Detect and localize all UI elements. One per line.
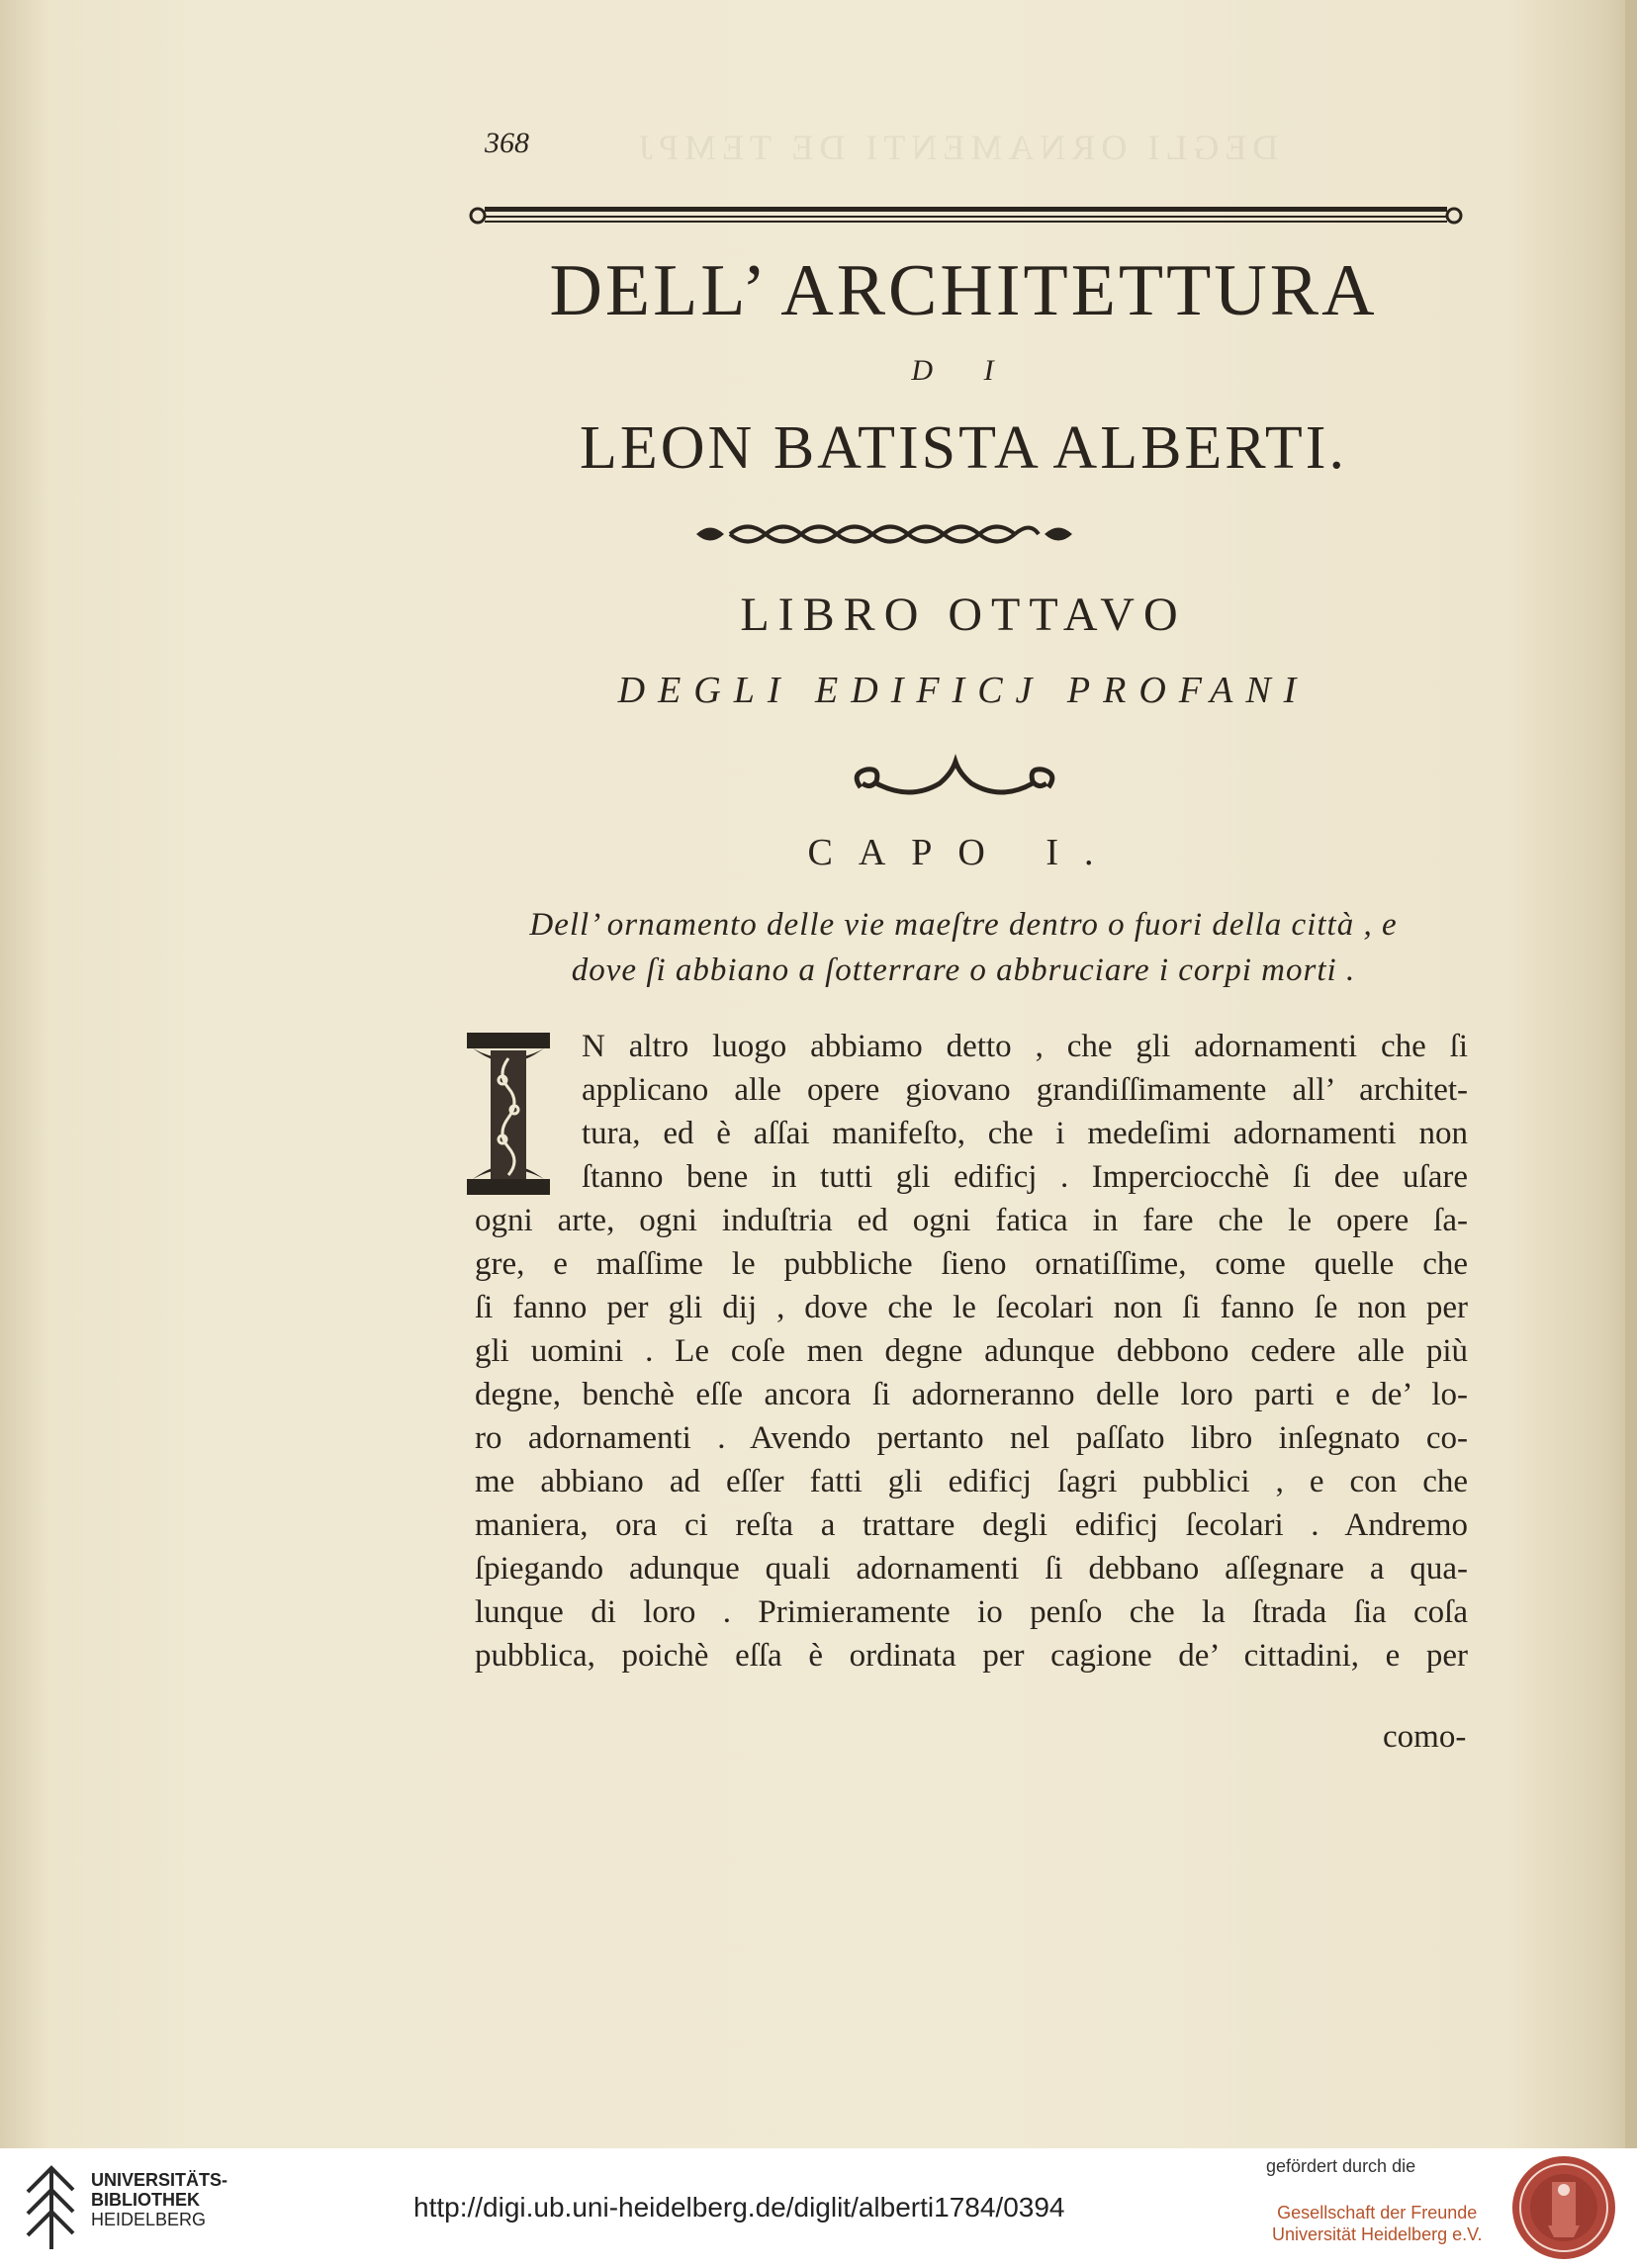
chapter-heading: CAPO I.: [807, 832, 1120, 873]
body-line: ro adornamenti . Avendo pertanto nel paſſato libro inſegnato co-: [475, 1420, 1468, 1456]
body-line: tura, ed è aſſai manifeſto, che i medeſimi adornamenti non: [582, 1116, 1468, 1151]
sponsor-name: [1272, 2202, 1482, 2245]
catchword: como-: [1383, 1719, 1467, 1755]
university-library-logo-icon: [22, 2162, 79, 2253]
sponsor-label: gefördert durch die: [1266, 2156, 1416, 2176]
fleuron-band-ornament: [690, 517, 1078, 551]
chapter-subtitle-line: dove ſi abbiano a ſotterrare o abbruciare i corpi morti .: [571, 953, 1356, 988]
library-name-line: UNIVERSITÄTS-: [91, 2170, 228, 2190]
author-name: LEON BATISTA ALBERTI.: [580, 414, 1347, 482]
library-name-line: HEIDELBERG: [91, 2210, 207, 2229]
decorated-initial-i: [463, 1029, 554, 1199]
university-seal-icon: [1508, 2152, 1619, 2263]
book-heading: LIBRO OTTAVO: [740, 589, 1187, 641]
body-line: ſtanno bene in tutti gli edificj . Imperciocchè ſi dee uſare: [582, 1159, 1468, 1195]
double-rule-ornament: [469, 202, 1463, 229]
body-line: degne, benchè eſſe ancora ſi adorneranno delle loro parti e de’ lo-: [475, 1377, 1468, 1412]
title-di: D I: [911, 354, 1016, 387]
scroll-ornament: [841, 754, 1068, 805]
show-through-text: DEGLI ORNAMENTI DE TEMPJ: [633, 128, 1279, 167]
university-library-name: [91, 2170, 227, 2229]
body-line: ſpiegando adunque quali adornamenti ſi debbano aſſegnare a qua-: [475, 1551, 1468, 1587]
sponsor-name-line: Gesellschaft der Freunde: [1277, 2203, 1478, 2223]
body-line: gli uomini . Le coſe men degne adunque debbono cedere alle più: [475, 1333, 1468, 1369]
work-title: DELL’ ARCHITETTURA: [549, 250, 1378, 331]
body-line: gre, e maſſime le pubbliche ſieno ornatiſſime, come quelle che: [475, 1246, 1468, 1282]
chapter-subtitle: [469, 902, 1458, 993]
page-number: 368: [485, 127, 529, 159]
body-line: me abbiano ad eſſer fatti gli edificj ſagri pubblici , e con che: [475, 1464, 1468, 1499]
body-line: lunque di loro . Primieramente io penſo che la ſtrada ſia coſa: [475, 1594, 1468, 1630]
body-line: pubblica, poichè eſſa è ordinata per cagione de’ cittadini, e per: [475, 1638, 1468, 1674]
body-line: ſi fanno per gli dij , dove che le ſecolari non ſi fanno ſe non per: [475, 1290, 1468, 1325]
body-line: maniera, ora ci reſta a trattare degli edificj ſecolari . Andremo: [475, 1507, 1468, 1543]
book-subtitle: DEGLI EDIFICJ PROFANI: [617, 670, 1310, 711]
body-line: N altro luogo abbiamo detto , che gli adornamenti che ſi: [582, 1029, 1468, 1064]
sponsor-name-line: Universität Heidelberg e.V.: [1272, 2224, 1483, 2244]
library-name-line: BIBLIOTHEK: [91, 2190, 200, 2210]
permalink-url[interactable]: http://digi.ub.uni-heidelberg.de/diglit/alberti1784/0394: [413, 2192, 1065, 2223]
body-line: ogni arte, ogni induſtria ed ogni fatica in fare che le opere ſa-: [475, 1203, 1468, 1238]
body-line: applicano alle opere giovano grandiſſimamente all’ architet-: [582, 1072, 1468, 1108]
chapter-subtitle-line: Dell’ ornamento delle vie maeſtre dentro o fuori della città , e: [529, 907, 1398, 943]
